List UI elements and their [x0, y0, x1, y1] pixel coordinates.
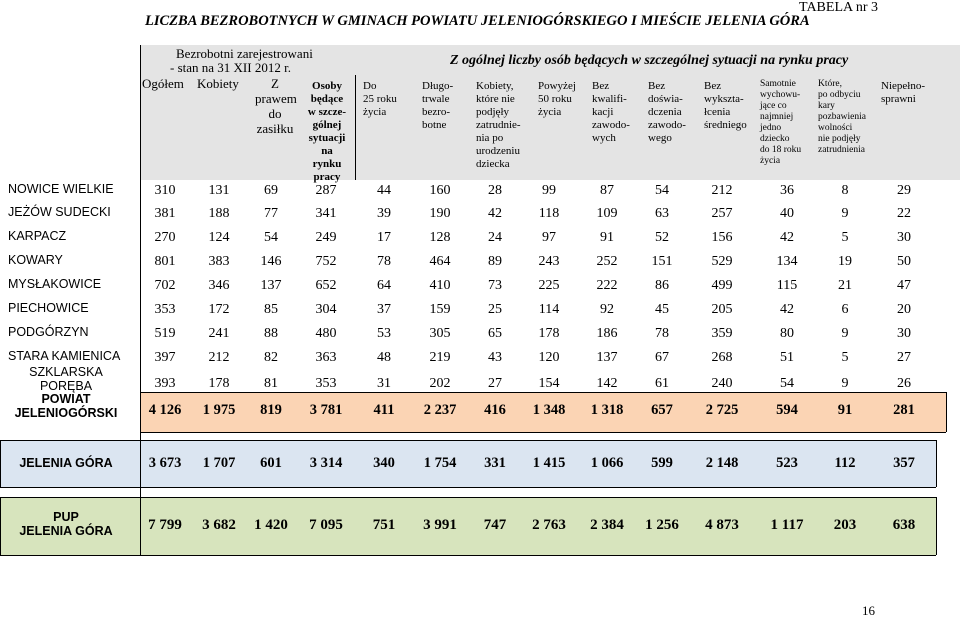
- table-cell: 27: [897, 350, 911, 365]
- table-cell: 747: [483, 517, 507, 533]
- row-label: PODGÓRZYN: [8, 325, 89, 339]
- row-label: SZKLARSKA PORĘBA: [29, 365, 103, 393]
- table-cell: 81: [264, 376, 278, 391]
- table-cell: 2 237: [423, 402, 457, 418]
- header-text-line: jedno: [760, 123, 782, 133]
- table-number: TABELA nr 3: [799, 0, 878, 15]
- header-col-long-term: [422, 80, 453, 132]
- table-cell: 78: [377, 254, 391, 269]
- header-text-line: 25 roku: [363, 93, 397, 105]
- table-cell: 393: [154, 376, 176, 391]
- table-cell: 172: [208, 302, 230, 317]
- header-text-line: Bez: [704, 80, 722, 92]
- table-cell: 78: [655, 326, 669, 341]
- header-text-line: życia: [760, 156, 781, 166]
- table-cell: 241: [208, 326, 230, 341]
- header-registered: Bezrobotni zarejestrowani: [176, 46, 313, 61]
- header-text-line: sprawni: [881, 93, 916, 105]
- table-cell: 411: [373, 402, 395, 418]
- header-col-ogolem: Ogółem: [142, 76, 184, 91]
- table-cell: 42: [780, 230, 794, 245]
- table-cell: 97: [542, 230, 556, 245]
- table-cell: 190: [429, 206, 451, 221]
- table-cell: 1 318: [590, 402, 624, 418]
- header-col-with-benefit: [255, 76, 295, 136]
- table-cell: 120: [538, 350, 560, 365]
- table-cell: 1 117: [770, 517, 804, 533]
- table-cell: 499: [711, 278, 733, 293]
- table-cell: 178: [208, 376, 230, 391]
- header-text-line: botne: [422, 119, 447, 131]
- header-text-line: urodzeniu: [476, 145, 520, 157]
- table-cell: 268: [711, 350, 733, 365]
- table-cell: 3 673: [148, 455, 182, 471]
- table-cell: 21: [838, 278, 852, 293]
- table-cell: 151: [651, 254, 673, 269]
- table-cell: 212: [208, 350, 230, 365]
- header-text-line: wykszta-: [704, 93, 744, 105]
- header-text-line: wychowu-: [760, 90, 801, 100]
- table-cell: 20: [897, 302, 911, 317]
- table-cell: 134: [776, 254, 798, 269]
- header-text-line: nie podjęły: [818, 134, 861, 144]
- table-cell: 202: [429, 376, 451, 391]
- table-cell: 752: [315, 254, 337, 269]
- table-cell: 3 682: [202, 517, 236, 533]
- table-cell: 599: [651, 455, 673, 471]
- table-cell: 28: [488, 183, 502, 198]
- header-text-line: podjęły: [476, 106, 509, 118]
- row-label: PIECHOWICE: [8, 301, 89, 315]
- table-cell: 331: [484, 455, 506, 471]
- table-cell: 363: [315, 350, 337, 365]
- table-cell: 203: [833, 517, 857, 533]
- table-cell: 346: [208, 278, 230, 293]
- grid-line: [946, 392, 947, 432]
- header-text-line: życia: [538, 106, 562, 118]
- table-cell: 1 348: [532, 402, 566, 418]
- table-cell: 89: [488, 254, 502, 269]
- header-text-line: do: [268, 106, 282, 121]
- table-cell: 80: [780, 326, 794, 341]
- header-text-line: dziecka: [476, 158, 510, 170]
- header-text-line: zatrudnie-: [476, 119, 521, 131]
- header-text-line: kary: [818, 101, 835, 111]
- header-text-line: kwalifi-: [592, 93, 627, 105]
- table-cell: 50: [897, 254, 911, 269]
- table-cell: 205: [711, 302, 733, 317]
- table-cell: 751: [372, 517, 396, 533]
- table-cell: 137: [260, 278, 282, 293]
- table-cell: 281: [893, 402, 915, 418]
- table-cell: 4 126: [148, 402, 182, 418]
- table-cell: 801: [154, 254, 176, 269]
- header-text-line: nia po: [476, 132, 504, 144]
- table-cell: 8: [841, 183, 849, 198]
- header-text-line: Powyżej: [538, 80, 576, 92]
- header-col-special-situation: [302, 80, 352, 184]
- table-cell: 43: [488, 350, 502, 365]
- table-cell: 39: [377, 206, 391, 221]
- table-cell: 249: [315, 230, 337, 245]
- header-text-line: jące co: [760, 101, 787, 111]
- header-text-line: Kobiety,: [476, 80, 514, 92]
- table-cell: 30: [897, 230, 911, 245]
- table-cell: 36: [780, 183, 794, 198]
- table-cell: 310: [154, 183, 176, 198]
- table-cell: 2 148: [705, 455, 739, 471]
- header-text-line: gólnej: [312, 119, 342, 131]
- table-cell: 383: [208, 254, 230, 269]
- table-cell: 9: [841, 326, 849, 341]
- table-cell: 519: [154, 326, 176, 341]
- table-cell: 63: [655, 206, 669, 221]
- table-cell: 67: [655, 350, 669, 365]
- table-cell: 42: [780, 302, 794, 317]
- table-cell: 85: [264, 302, 278, 317]
- table-cell: 2 763: [532, 517, 566, 533]
- table-cell: 131: [208, 183, 230, 198]
- table-cell: 51: [780, 350, 794, 365]
- row-label: NOWICE WIELKIE: [8, 182, 114, 196]
- header-text-line: Osoby: [312, 80, 342, 92]
- table-cell: 54: [264, 230, 278, 245]
- table-cell: 88: [264, 326, 278, 341]
- table-cell: 154: [538, 376, 560, 391]
- table-cell: 45: [655, 302, 669, 317]
- table-cell: 19: [838, 254, 852, 269]
- header-state-date: - stan na 31 XII 2012 r.: [170, 60, 291, 75]
- table-cell: 416: [484, 402, 506, 418]
- table-cell: 257: [711, 206, 733, 221]
- table-cell: 381: [154, 206, 176, 221]
- table-cell: 480: [315, 326, 337, 341]
- header-text-line: Z: [271, 76, 279, 91]
- table-cell: 212: [711, 183, 733, 198]
- row-label: KOWARY: [8, 253, 63, 267]
- table-cell: 304: [315, 302, 337, 317]
- table-cell: 270: [154, 230, 176, 245]
- table-cell: 341: [315, 206, 337, 221]
- table-cell: 37: [377, 302, 391, 317]
- table-cell: 86: [655, 278, 669, 293]
- header-col-under-25: [363, 80, 397, 119]
- table-cell: 3 991: [423, 517, 457, 533]
- table-cell: 160: [429, 183, 451, 198]
- row-label: JEŻÓW SUDECKI: [8, 205, 111, 219]
- header-text-line: dziecko: [760, 134, 790, 144]
- table-cell: 601: [260, 455, 282, 471]
- header-text-line: łcenia: [704, 106, 731, 118]
- row-label: POWIAT JELENIOGÓRSKI: [14, 392, 118, 420]
- table-cell: 61: [655, 376, 669, 391]
- table-cell: 6: [841, 302, 849, 317]
- table-cell: 99: [542, 183, 556, 198]
- table-cell: 69: [264, 183, 278, 198]
- table-cell: 24: [488, 230, 502, 245]
- header-col-over-50: [538, 80, 576, 119]
- table-cell: 5: [841, 350, 849, 365]
- table-cell: 1 420: [254, 517, 288, 533]
- table-cell: 222: [596, 278, 618, 293]
- table-cell: 31: [377, 376, 391, 391]
- row-label: MYSŁAKOWICE: [8, 277, 102, 291]
- row-label: JELENIA GÓRA: [19, 456, 113, 470]
- table-cell: 2 384: [590, 517, 624, 533]
- header-text-line: po odbyciu: [818, 90, 861, 100]
- table-cell: 188: [208, 206, 230, 221]
- grid-line: [355, 75, 356, 180]
- table-cell: 9: [841, 376, 849, 391]
- row-label: KARPACZ: [8, 229, 67, 243]
- table-cell: 124: [208, 230, 230, 245]
- header-col-kobiety: Kobiety: [197, 76, 239, 91]
- table-cell: 3 781: [309, 402, 343, 418]
- table-cell: 1 415: [532, 455, 566, 471]
- table-cell: 9: [841, 206, 849, 221]
- table-cell: 657: [651, 402, 673, 418]
- header-text-line: do 18 roku: [760, 145, 802, 155]
- grid-line: [140, 392, 946, 393]
- table-cell: 52: [655, 230, 669, 245]
- header-text-line: na: [321, 145, 333, 157]
- table-cell: 112: [834, 455, 856, 471]
- header-text-line: zatrudnienia: [818, 145, 865, 155]
- table-cell: 252: [596, 254, 618, 269]
- table-cell: 77: [264, 206, 278, 221]
- header-text-line: które nie: [476, 93, 515, 105]
- table-cell: 1 975: [202, 402, 236, 418]
- table-cell: 114: [538, 302, 560, 317]
- table-cell: 819: [260, 402, 282, 418]
- header-text-line: pozbawienia: [818, 112, 867, 122]
- header-text-line: Do: [363, 80, 377, 92]
- table-cell: 92: [600, 302, 614, 317]
- table-cell: 240: [711, 376, 733, 391]
- table-cell: 4 873: [705, 517, 739, 533]
- table-cell: 464: [429, 254, 451, 269]
- table-cell: 87: [600, 183, 614, 198]
- table-cell: 186: [596, 326, 618, 341]
- header-text-line: Bez: [648, 80, 666, 92]
- header-text-line: trwale: [422, 93, 450, 105]
- table-cell: 7 095: [309, 517, 343, 533]
- table-cell: 652: [315, 278, 337, 293]
- table-cell: 146: [260, 254, 282, 269]
- header-text-line: pracy: [313, 171, 341, 183]
- header-text-line: kacji: [592, 106, 614, 118]
- table-cell: 128: [429, 230, 451, 245]
- header-text-line: Niepełno-: [881, 80, 925, 92]
- header-text-line: doświa-: [648, 93, 683, 105]
- header-text-line: wego: [648, 132, 672, 144]
- page-number: 16: [862, 603, 875, 618]
- header-col-single-parents: [760, 79, 801, 167]
- table-cell: 2 725: [705, 402, 739, 418]
- table-cell: 47: [897, 278, 911, 293]
- table-cell: 523: [776, 455, 798, 471]
- header-col-no-secondary-education: [704, 80, 747, 132]
- table-cell: 25: [488, 302, 502, 317]
- header-text-line: Bez: [592, 80, 610, 92]
- table-cell: 54: [655, 183, 669, 198]
- table-cell: 48: [377, 350, 391, 365]
- table-cell: 29: [897, 183, 911, 198]
- table-cell: 225: [538, 278, 560, 293]
- header-text-line: w szcze-: [307, 106, 347, 118]
- header-col-no-qualifications: [592, 80, 630, 145]
- table-cell: 1 707: [202, 455, 236, 471]
- header-text-line: rynku: [312, 158, 342, 170]
- table-cell: 82: [264, 350, 278, 365]
- table-cell: 305: [429, 326, 451, 341]
- header-col-disabled: [881, 80, 925, 106]
- table-cell: 219: [429, 350, 451, 365]
- table-cell: 397: [154, 350, 176, 365]
- table-cell: 156: [711, 230, 733, 245]
- header-text-line: wolności: [818, 123, 853, 133]
- table-cell: 353: [315, 376, 337, 391]
- table-cell: 340: [373, 455, 395, 471]
- table-cell: 64: [377, 278, 391, 293]
- table-cell: 159: [429, 302, 451, 317]
- table-cell: 137: [596, 350, 618, 365]
- grid-line: [140, 45, 141, 555]
- table-cell: 7 799: [148, 517, 182, 533]
- table-cell: 353: [154, 302, 176, 317]
- header-text-line: zasiłku: [256, 121, 294, 136]
- header-text-line: będące: [310, 93, 344, 105]
- table-cell: 42: [488, 206, 502, 221]
- table-cell: 1 066: [590, 455, 624, 471]
- header-text-line: prawem: [255, 91, 297, 106]
- header-text-line: sytuacji: [308, 132, 346, 144]
- table-cell: 287: [315, 183, 337, 198]
- header-col-after-prison: [818, 79, 866, 156]
- table-cell: 357: [893, 455, 915, 471]
- table-cell: 529: [711, 254, 733, 269]
- table-cell: 40: [780, 206, 794, 221]
- table-cell: 243: [538, 254, 560, 269]
- header-text-line: Które,: [818, 79, 843, 89]
- table-cell: 1 754: [423, 455, 457, 471]
- header-text-line: 50 roku: [538, 93, 572, 105]
- page-title: LICZBA BEZROBOTNYCH W GMINACH POWIATU JELENIOGÓRSKIEGO I MIEŚCIE JELENIA GÓRA: [145, 13, 810, 29]
- table-cell: 65: [488, 326, 502, 341]
- header-text-line: najmniej: [760, 112, 794, 122]
- table-cell: 702: [154, 278, 176, 293]
- table-cell: 3 314: [309, 455, 343, 471]
- header-text-line: średniego: [704, 119, 747, 131]
- table-cell: 118: [538, 206, 560, 221]
- header-text-line: dczenia: [648, 106, 682, 118]
- grid-line: [936, 440, 937, 487]
- table-cell: 115: [776, 278, 798, 293]
- grid-line: [0, 497, 936, 498]
- header-text-line: życia: [363, 106, 387, 118]
- table-cell: 109: [596, 206, 618, 221]
- header-text-line: bezro-: [422, 106, 451, 118]
- header-text-line: Długo-: [422, 80, 454, 92]
- table-cell: 5: [841, 230, 849, 245]
- grid-line: [0, 487, 936, 488]
- table-cell: 30: [897, 326, 911, 341]
- header-col-no-experience: [648, 80, 686, 145]
- table-cell: 73: [488, 278, 502, 293]
- table-cell: 44: [377, 183, 391, 198]
- grid-line: [140, 432, 946, 433]
- row-label: STARA KAMIENICA: [8, 349, 121, 363]
- table-cell: 91: [837, 402, 853, 418]
- table-cell: 27: [488, 376, 502, 391]
- table-cell: 359: [711, 326, 733, 341]
- table-cell: 178: [538, 326, 560, 341]
- table-cell: 410: [429, 278, 451, 293]
- header-text-line: zawodo-: [592, 119, 630, 131]
- header-text-line: wych: [592, 132, 616, 144]
- table-cell: 91: [600, 230, 614, 245]
- table-cell: 142: [596, 376, 618, 391]
- header-special-group: Z ogólnej liczby osób będących w szczególnej sytuacji na rynku pracy: [450, 53, 849, 68]
- header-col-women-after-birth: [476, 80, 521, 171]
- table-cell: 638: [892, 517, 916, 533]
- table-cell: 54: [780, 376, 794, 391]
- grid-line: [0, 555, 936, 556]
- table-cell: 53: [377, 326, 391, 341]
- header-text-line: zawodo-: [648, 119, 686, 131]
- table-cell: 22: [897, 206, 911, 221]
- table-cell: 1 256: [645, 517, 679, 533]
- table-cell: 17: [377, 230, 391, 245]
- table-cell: 26: [897, 376, 911, 391]
- header-text-line: Samotnie: [760, 79, 796, 89]
- grid-line: [0, 440, 936, 441]
- row-label: PUP JELENIA GÓRA: [19, 510, 113, 538]
- grid-line: [936, 497, 937, 555]
- table-cell: 594: [776, 402, 798, 418]
